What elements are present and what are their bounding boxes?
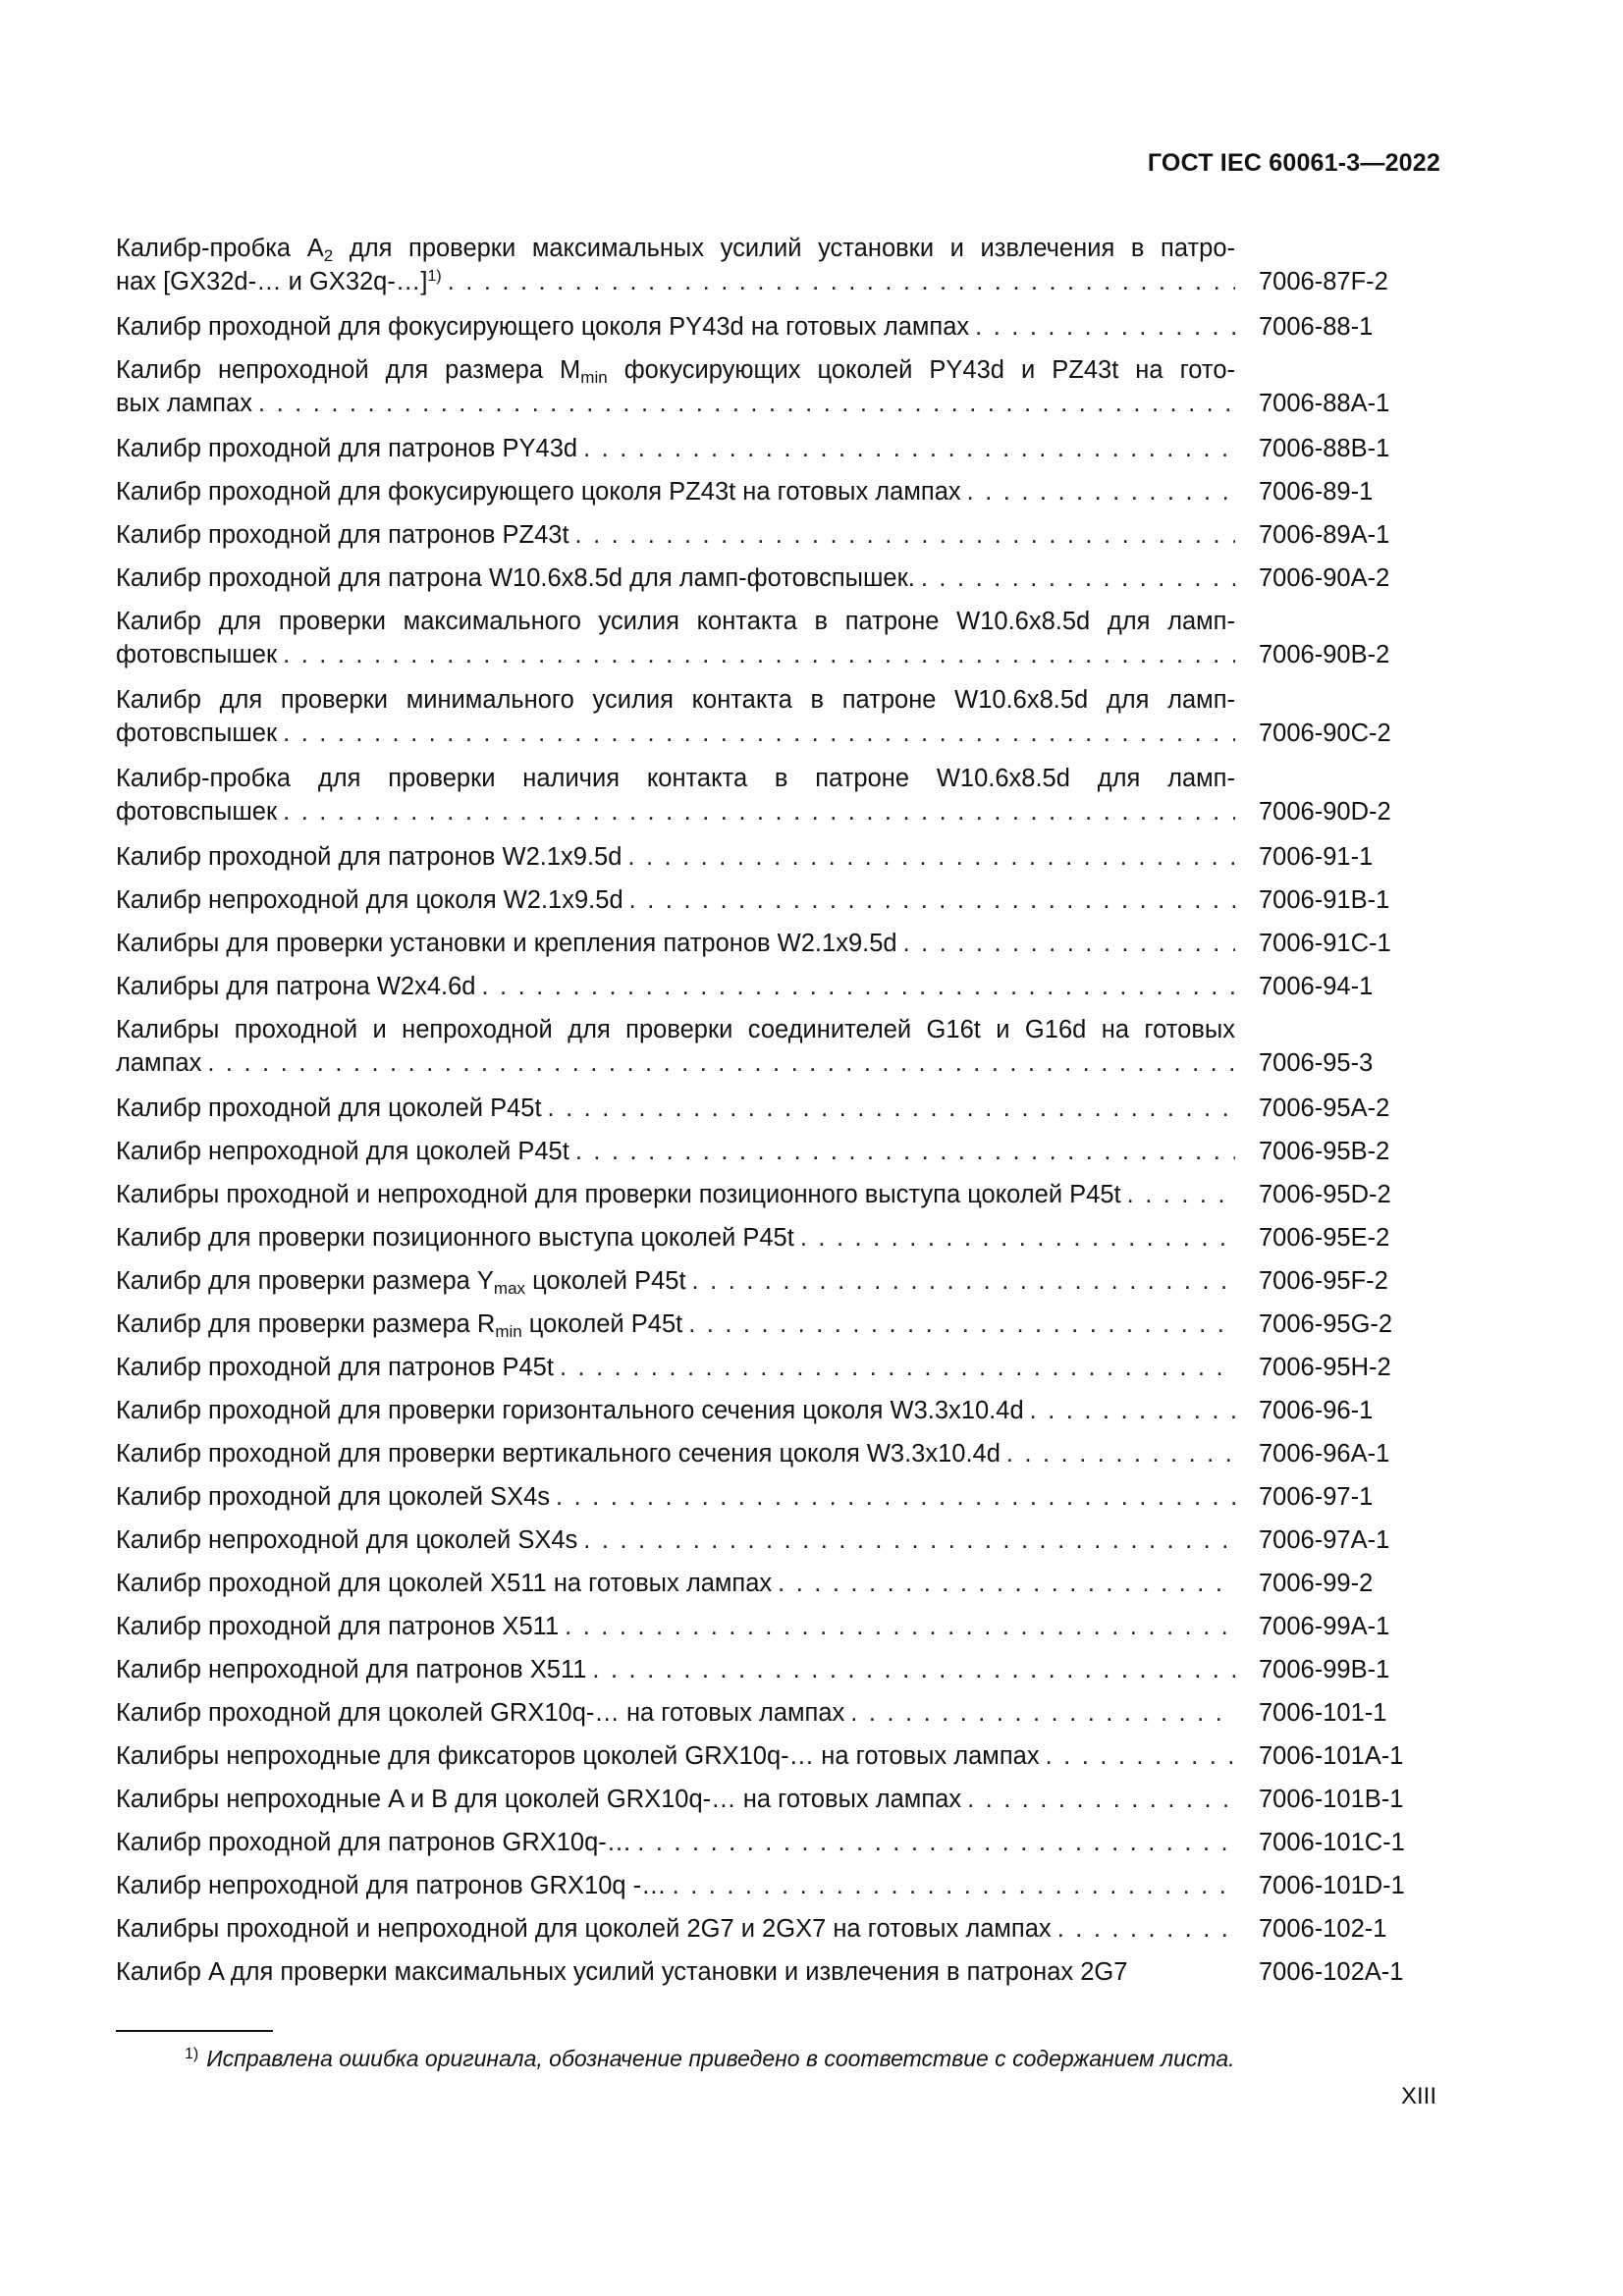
toc-entry-code: 7006-89-1 — [1259, 478, 1374, 506]
leader-dots — [637, 1826, 1235, 1859]
footnote-separator — [116, 2030, 273, 2032]
toc-entry-title: Калибры непроходные для фиксаторов цоколей GRX10q-… на готовых лампах — [116, 1742, 1040, 1770]
toc-entry-title: Калибр проходной для патрона W10.6x8.5d для ламп-фотовспышек. — [116, 564, 915, 592]
leader-dots — [967, 1783, 1235, 1816]
leader-dots — [800, 1221, 1235, 1255]
toc-entry-code: 7006-96-1 — [1259, 1397, 1374, 1424]
toc-entry-code: 7006-97-1 — [1259, 1483, 1374, 1511]
toc-entry — [116, 475, 1422, 508]
toc-entry-title: Калибр проходной для проверки вертикального сечения цоколя W3.3x10.4d — [116, 1440, 1001, 1468]
toc-entry-title: Калибр проходной для цоколей GRX10q-… на готовых лампах — [116, 1699, 845, 1727]
toc-entry-code: 7006-95-3 — [1259, 1049, 1374, 1077]
leader-dots — [448, 265, 1235, 298]
leader-dots — [903, 927, 1235, 960]
toc-entry-code: 7006-95E-2 — [1259, 1224, 1390, 1252]
toc-entry — [116, 927, 1422, 960]
toc-entry — [116, 1013, 1422, 1080]
toc-entry — [116, 232, 1422, 298]
toc-entry — [116, 1480, 1422, 1514]
toc-entry — [116, 883, 1422, 917]
toc-entry — [116, 1351, 1422, 1384]
toc-entry-title: Калибр для проверки позиционного выступа цоколей P45t — [116, 1224, 794, 1252]
toc-entry — [116, 1653, 1422, 1686]
toc-entry-title-cont: лампах — [116, 1049, 202, 1077]
toc-entry — [116, 1955, 1422, 1989]
toc-entry — [116, 1308, 1422, 1341]
leader-dots — [575, 518, 1235, 552]
leader-dots — [1057, 1912, 1235, 1946]
page-number: XIII — [1400, 2083, 1436, 2109]
toc-entry — [116, 310, 1422, 344]
toc-entry — [116, 1394, 1422, 1427]
toc-entry-title: Калибр непроходной для цоколей SX4s — [116, 1526, 578, 1554]
toc-entry-code: 7006-101B-1 — [1259, 1786, 1404, 1813]
toc-entry — [116, 762, 1422, 828]
toc-entry — [116, 1264, 1422, 1298]
toc-entry — [116, 561, 1422, 595]
leader-dots — [975, 310, 1235, 344]
toc-entry — [116, 1869, 1422, 1902]
leader-dots — [583, 1523, 1235, 1557]
toc-entry-code: 7006-95D-2 — [1259, 1181, 1391, 1208]
toc-entry-title: Калибр для проверки максимального усилия контакта в патроне W10.6x8.5d для ламп- — [116, 608, 1235, 635]
toc-entry-code: 7006-102A-1 — [1259, 1958, 1404, 1986]
toc-entry-title: Калибры непроходные A и B для цоколей GRX10q-… на готовых лампах — [116, 1786, 962, 1813]
footnote — [185, 2046, 1235, 2072]
leader-dots — [688, 1308, 1235, 1341]
leader-dots — [560, 1351, 1235, 1384]
footnote-text: Исправлена ошибка оригинала, обозначение приведено в соответствие с содержанием листа. — [206, 2046, 1235, 2071]
toc-entry — [116, 1696, 1422, 1730]
toc-entry — [116, 1135, 1422, 1168]
leader-dots — [575, 1135, 1235, 1168]
toc-entry-title: Калибр-пробка $A_2$ для проверки максимальных усилий установки и извлечения в патро- — [116, 235, 1235, 265]
toc-entry-title: Калибр непроходной для патронов X511 — [116, 1656, 587, 1683]
toc-entry-code: 7006-88A-1 — [1259, 390, 1390, 417]
toc-entry-code: 7006-90B-2 — [1259, 641, 1390, 668]
toc-entry-code: 7006-91C-1 — [1259, 930, 1391, 957]
leader-dots — [283, 638, 1235, 671]
toc-entry — [116, 1783, 1422, 1816]
toc-entry-code: 7006-102-1 — [1259, 1915, 1387, 1943]
toc-entry-title: Калибр непроходной для размера $M_{min}$ фокусирующих цоколей PY43d и PZ43t на гото- — [116, 356, 1235, 387]
toc-entry-title-cont: вых лампах — [116, 390, 253, 417]
toc-entry — [116, 1221, 1422, 1255]
toc-entry-title-cont: фотовспышек — [116, 720, 278, 747]
leader-dots — [921, 561, 1235, 595]
toc-entry — [116, 1437, 1422, 1470]
toc-entry-title-cont: нах [GX32d-… и GX32q-…]$^{1)}$ — [116, 268, 442, 295]
toc-entry-title: Калибры проходной и непроходной для проверки позиционного выступа цоколей P45t — [116, 1181, 1121, 1208]
toc-entry-code: 7006-88B-1 — [1259, 435, 1390, 462]
leader-dots — [283, 717, 1235, 750]
toc-entry-title: Калибр непроходной для цоколей P45t — [116, 1138, 569, 1165]
toc-entry-code: 7006-90A-2 — [1259, 564, 1390, 592]
toc-entry-code: 7006-95H-2 — [1259, 1354, 1391, 1381]
toc-entry-title: Калибр проходной для патронов PY43d — [116, 435, 578, 462]
toc-entry — [116, 1610, 1422, 1643]
leader-dots — [967, 475, 1235, 508]
leader-dots — [1030, 1394, 1235, 1427]
leader-dots — [692, 1264, 1235, 1298]
toc-entry — [116, 1739, 1422, 1773]
leader-dots — [207, 1046, 1235, 1080]
toc-entry-title: Калибр для проверки размера $Y_{max}$ цоколей P45t — [116, 1267, 686, 1298]
toc-entry-title: Калибр для проверки минимального усилия контакта в патроне W10.6x8.5d для ламп- — [116, 686, 1235, 714]
toc-entry — [116, 1178, 1422, 1211]
toc-entry-code: 7006-91B-1 — [1259, 886, 1390, 914]
toc-entry-title: Калибр-пробка для проверки наличия контакта в патроне W10.6x8.5d для ламп- — [116, 765, 1235, 792]
toc-entry-title: Калибр проходной для патронов PZ43t — [116, 521, 569, 549]
toc-entry — [116, 1523, 1422, 1557]
leader-dots — [565, 1610, 1235, 1643]
toc-entry-code: 7006-97A-1 — [1259, 1526, 1390, 1554]
toc-entry-title: Калибр непроходной для патронов GRX10q -… — [116, 1872, 667, 1899]
toc-entry-code: 7006-101-1 — [1259, 1699, 1387, 1727]
leader-dots — [258, 387, 1235, 420]
toc-entry-title: Калибр проходной для цоколей X511 на готовых лампах — [116, 1570, 773, 1597]
toc-entry-title: Калибры для патрона W2x4.6d — [116, 973, 476, 1000]
toc-entry-code: 7006-90D-2 — [1259, 798, 1391, 826]
toc-entry — [116, 1912, 1422, 1946]
toc-entry — [116, 683, 1422, 750]
toc-entry-code: 7006-95A-2 — [1259, 1095, 1390, 1122]
leader-dots — [627, 840, 1235, 874]
toc-entry-code: 7006-99-2 — [1259, 1570, 1374, 1597]
toc-entry-title: Калибры проходной и непроходной для цоколей 2G7 и 2GX7 на готовых лампах — [116, 1915, 1052, 1943]
toc-entry-title: Калибр проходной для патронов GRX10q-… — [116, 1829, 632, 1856]
toc-entry-code: 7006-101C-1 — [1259, 1829, 1405, 1856]
toc-entry-code: 7006-91-1 — [1259, 843, 1374, 871]
toc-entry — [116, 432, 1422, 465]
toc-entry-code: 7006-94-1 — [1259, 973, 1374, 1000]
toc-entry-title: Калибр проходной для цоколей P45t — [116, 1095, 542, 1122]
toc-entry-title: Калибр проходной для патронов P45t — [116, 1354, 554, 1381]
toc-entry-code: 7006-88-1 — [1259, 313, 1374, 341]
leader-dots — [629, 883, 1235, 917]
leader-dots — [481, 970, 1235, 1003]
document-header: ГОСТ IEC 60061-3—2022 — [1147, 149, 1440, 177]
toc-entry-title: Калибр проходной для проверки горизонтального сечения цоколя W3.3x10.4d — [116, 1397, 1024, 1424]
toc-entry — [116, 840, 1422, 874]
toc-entry-title: Калибр для проверки размера $R_{min}$ цоколей P45t — [116, 1310, 683, 1341]
toc-entry — [116, 605, 1422, 671]
toc-entry-code: 7006-87F-2 — [1259, 268, 1388, 295]
toc-entry-code: 7006-99B-1 — [1259, 1656, 1390, 1683]
toc-entry-title: Калибры проходной и непроходной для проверки соединителей G16t и G16d на готовых — [116, 1016, 1235, 1043]
toc-entry — [116, 1826, 1422, 1859]
toc-entry-title: Калибр проходной для патронов W2.1x9.5d — [116, 843, 622, 871]
leader-dots — [283, 795, 1235, 828]
leader-dots — [778, 1567, 1235, 1600]
leader-dots — [1046, 1739, 1235, 1773]
toc-entry-code: 7006-90C-2 — [1259, 720, 1391, 747]
toc-entry-code: 7006-101D-1 — [1259, 1872, 1405, 1899]
toc-entry — [116, 353, 1422, 420]
toc-entry-code: 7006-101A-1 — [1259, 1742, 1404, 1770]
toc-list — [116, 232, 1422, 1999]
leader-dots — [1127, 1178, 1235, 1211]
toc-entry-title: Калибры для проверки установки и крепления патронов W2.1x9.5d — [116, 930, 897, 957]
toc-entry-title: Калибр проходной для фокусирующего цоколя PZ43t на готовых лампах — [116, 478, 961, 506]
leader-dots — [556, 1480, 1235, 1514]
leader-dots — [673, 1869, 1235, 1902]
toc-entry-title: Калибр проходной для патронов X511 — [116, 1613, 560, 1640]
toc-entry-title: Калибр проходной для цоколей SX4s — [116, 1483, 551, 1511]
toc-entry-title: Калибр проходной для фокусирующего цоколя PY43d на готовых лампах — [116, 313, 970, 341]
toc-entry-title-cont: фотовспышек — [116, 798, 278, 826]
leader-dots — [583, 432, 1235, 465]
footnote-ref[interactable]: 1) — [427, 268, 442, 285]
footnote-marker: 1) — [185, 2046, 199, 2062]
leader-dots — [850, 1696, 1235, 1730]
toc-entry — [116, 1567, 1422, 1600]
leader-dots — [548, 1092, 1235, 1125]
toc-entry-code: 7006-95G-2 — [1259, 1310, 1393, 1338]
toc-entry-code: 7006-89A-1 — [1259, 521, 1390, 549]
toc-entry-title: Калибр A для проверки максимальных усилий установки и извлечения в патронах 2G7 — [116, 1958, 1128, 1986]
toc-entry-title: Калибр непроходной для цоколя W2.1x9.5d — [116, 886, 623, 914]
leader-dots — [1006, 1437, 1235, 1470]
toc-entry-code: 7006-99A-1 — [1259, 1613, 1390, 1640]
toc-entry-title-cont: фотовспышек — [116, 641, 278, 668]
toc-entry — [116, 518, 1422, 552]
toc-entry-code: 7006-96A-1 — [1259, 1440, 1390, 1468]
toc-entry-code: 7006-95B-2 — [1259, 1138, 1390, 1165]
toc-entry — [116, 970, 1422, 1003]
toc-entry-code: 7006-95F-2 — [1259, 1267, 1388, 1295]
leader-dots — [592, 1653, 1235, 1686]
toc-entry — [116, 1092, 1422, 1125]
